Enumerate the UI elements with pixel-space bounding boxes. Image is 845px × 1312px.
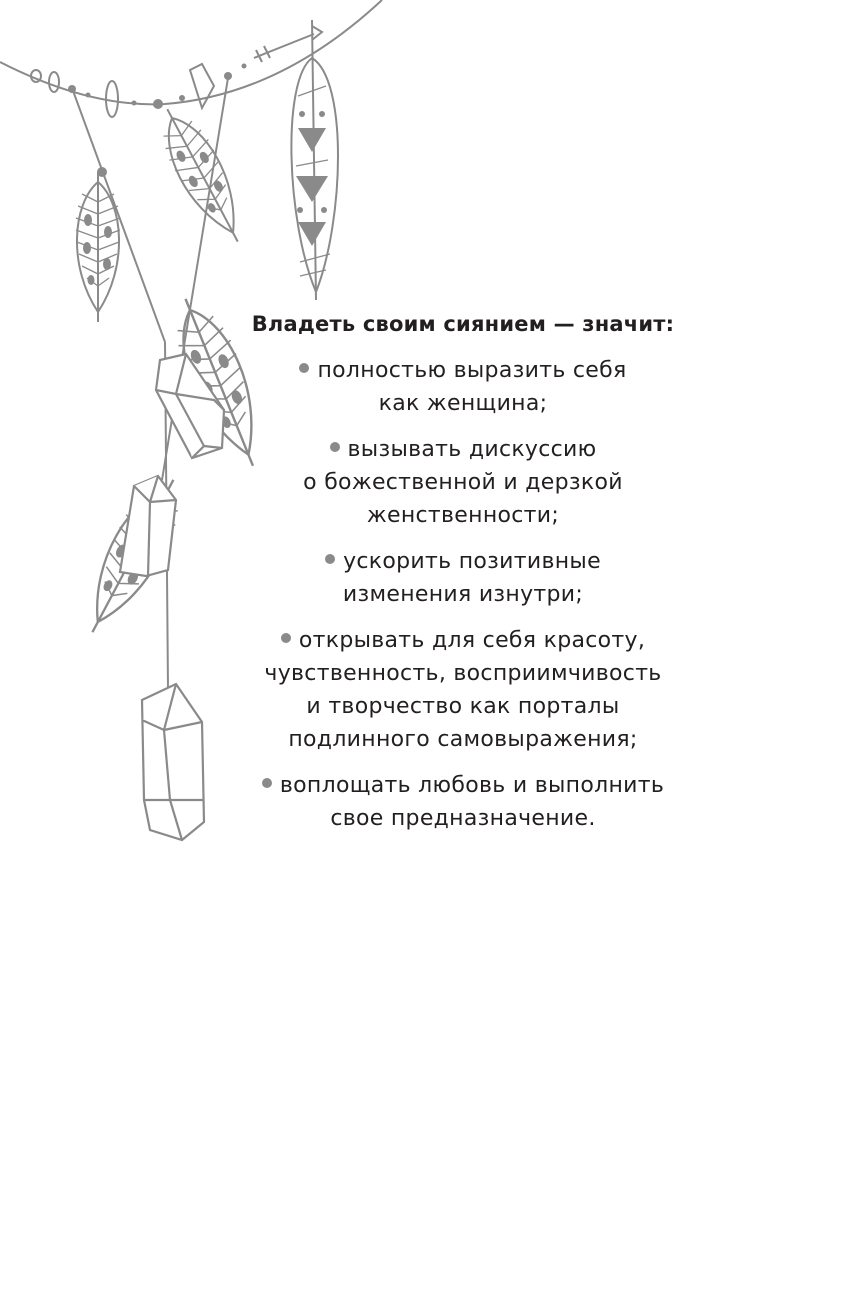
crystal-icon bbox=[120, 354, 224, 840]
list-item bbox=[228, 624, 698, 756]
list-item-line: подлинного самовыражения; bbox=[288, 727, 638, 752]
list-item-line: воплощать любовь и выполнить bbox=[228, 769, 698, 802]
list-item-line: свое предназначение. bbox=[330, 806, 596, 831]
list-item-line: полностью выразить себя bbox=[228, 354, 698, 387]
list-item bbox=[228, 545, 698, 611]
heading: Владеть своим сиянием — значит: bbox=[251, 312, 675, 336]
list-item-line: о божественной и дерзкой bbox=[303, 470, 623, 495]
bullet-icon bbox=[262, 778, 272, 788]
list-item bbox=[228, 433, 698, 532]
text-block bbox=[228, 312, 698, 848]
list-item-line: чувственность, восприимчивость bbox=[264, 661, 662, 686]
list-item-line: ускорить позитивные bbox=[228, 545, 698, 578]
list-item-line: вызывать дискуссию bbox=[228, 433, 698, 466]
bullet-icon bbox=[325, 554, 335, 564]
bullet-icon bbox=[330, 442, 340, 452]
list-item-line: как женщина; bbox=[378, 391, 548, 416]
list-item-line: открывать для себя красоту, bbox=[228, 624, 698, 657]
bullet-icon bbox=[299, 363, 309, 373]
list-item-line: изменения изнутри; bbox=[342, 582, 584, 607]
bullet-icon bbox=[281, 633, 291, 643]
list-item bbox=[228, 769, 698, 835]
list-item-line: и творчество как порталы bbox=[306, 694, 620, 719]
list-item bbox=[228, 354, 698, 420]
list-item-line: женственности; bbox=[366, 503, 560, 528]
